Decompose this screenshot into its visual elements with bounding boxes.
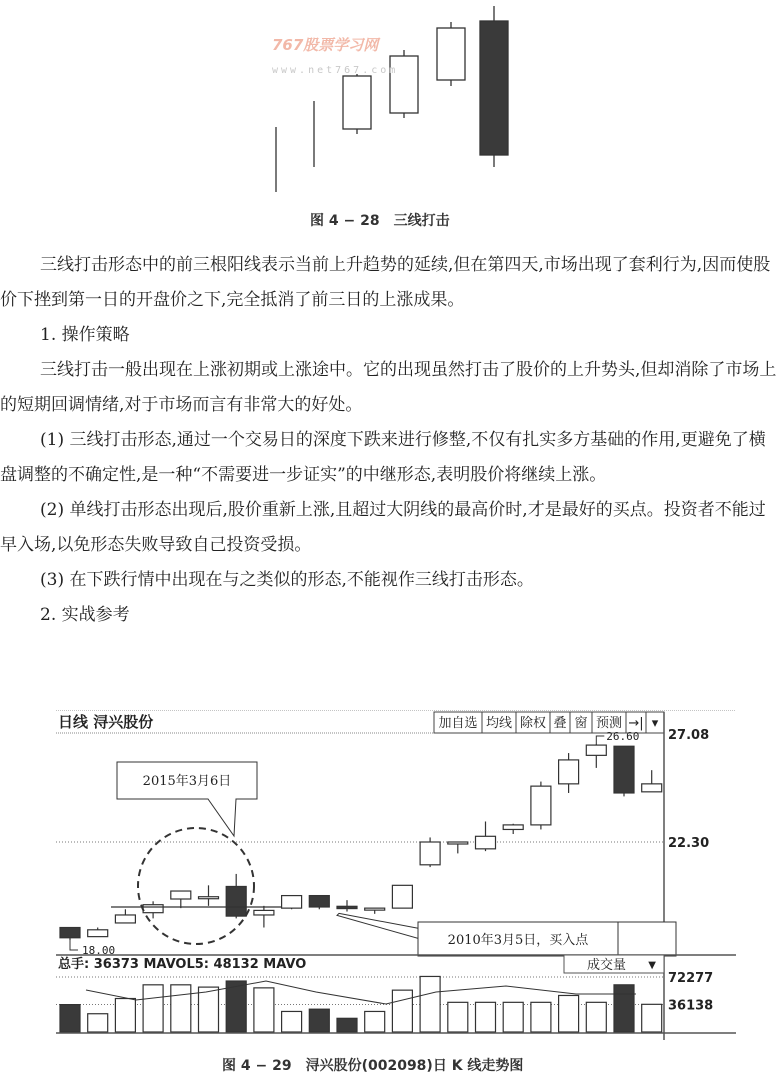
- volume-bar: [420, 976, 440, 1032]
- candlestick: [343, 74, 371, 134]
- svg-text:除权: 除权: [519, 716, 547, 731]
- candlestick: [171, 891, 191, 908]
- volume-bar: [60, 1005, 80, 1032]
- chart-header-title: 日线 浔兴股份: [58, 713, 154, 731]
- price-axis-mid-label: 22.30: [668, 836, 710, 851]
- toolbar-button[interactable]: [434, 712, 482, 733]
- volume-indicator-dropdown[interactable]: [564, 955, 664, 973]
- candlestick: [437, 22, 465, 86]
- section-heading: 2. 实战参考: [40, 605, 130, 625]
- volume-axis-mid-label: 36138: [668, 998, 714, 1014]
- volume-bar: [642, 1004, 662, 1032]
- candlestick: [337, 900, 357, 911]
- volume-bar: [282, 1011, 302, 1032]
- toolbar-button[interactable]: [482, 712, 516, 733]
- volume-bar: [586, 1002, 606, 1032]
- svg-text:窗: 窗: [574, 716, 588, 731]
- volume-bar: [88, 1014, 108, 1032]
- volume-bar: [365, 1011, 385, 1032]
- volume-bar: [531, 1002, 551, 1032]
- figure-caption-4-29: 图 4 − 29 浔兴股份(002098)日 K 线走势图: [222, 1058, 524, 1074]
- toolbar-button[interactable]: [646, 712, 664, 733]
- candlestick: [282, 896, 302, 910]
- candlestick: [115, 909, 135, 923]
- volume-axis-top-label: 72277: [668, 971, 714, 986]
- paragraph: 三线打击形态中的前三根阳线表示当前上升趋势的延续,但在第四天,市场出现了套利行为,因而使股价下挫到第一日的开盘价之下,完全抵消了前三日的上涨成果。: [0, 255, 771, 310]
- volume-bar: [559, 995, 579, 1032]
- section-heading: 1. 操作策略: [40, 325, 130, 345]
- high-price-label: 26.60: [606, 729, 640, 743]
- candlestick: [254, 906, 274, 928]
- candlestick: [226, 874, 246, 918]
- paragraph: (1) 三线打击形态,通过一个交易日的深度下跌来进行修整,不仅有扎实多方基础的作用,更避免了横盘调整的不确定性,是一种“不需要进一步证实”的中继形态,表明股价将继续上涨。: [0, 430, 766, 485]
- volume-bar: [337, 1018, 357, 1032]
- svg-text:预测: 预测: [595, 716, 623, 731]
- price-axis-top-label: 27.08: [668, 728, 710, 743]
- candlestick: [392, 885, 412, 908]
- volume-bar: [171, 985, 191, 1032]
- candlestick: [448, 842, 468, 853]
- candlestick: [60, 928, 80, 941]
- volume-bar: [476, 1002, 496, 1032]
- body-text: [0, 248, 778, 633]
- candlestick: [88, 928, 108, 937]
- svg-text:成交量: 成交量: [586, 958, 626, 973]
- figure-caption-4-28: 图 4 − 28 三线打击: [310, 213, 450, 229]
- svg-text:均线: 均线: [485, 716, 513, 731]
- toolbar-button[interactable]: [570, 712, 592, 733]
- callout-buy-point: 2010年3月5日，买入点: [447, 933, 589, 948]
- candlestick: [480, 6, 508, 167]
- candlestick: [642, 770, 662, 792]
- svg-text:叠: 叠: [553, 716, 567, 731]
- volume-bar: [143, 985, 163, 1032]
- svg-text:▾: ▾: [651, 716, 659, 731]
- volume-bar: [115, 999, 135, 1032]
- candlestick: [614, 746, 634, 796]
- volume-bar: [503, 1002, 523, 1032]
- paragraph: (2) 单线打击形态出现后,股价重新上涨,且超过大阴线的最高价时,才是最好的买点。投资者不能过早入场,以免形态失败导致自己投资受损。: [0, 500, 766, 555]
- low-price-label: 18.00: [82, 944, 116, 958]
- candlestick: [503, 824, 523, 834]
- svg-text:→|: →|: [628, 716, 644, 731]
- paragraph: 三线打击一般出现在上涨初期或上涨途中。它的出现虽然打击了股价的上升势头,但却消除了市场上的短期回调情绪,对于市场而言有非常大的好处。: [0, 360, 777, 415]
- candlestick: [365, 908, 385, 914]
- candlestick: [309, 896, 329, 910]
- volume-header: 总手: 36373 MAVOL5: 48132 MAVO: [58, 957, 307, 972]
- volume-bar: [199, 987, 219, 1032]
- candlestick: [199, 885, 219, 906]
- toolbar-button[interactable]: [550, 712, 570, 733]
- candlestick: [390, 50, 418, 118]
- svg-text:▼: ▼: [648, 960, 656, 971]
- toolbar-button[interactable]: [516, 712, 550, 733]
- volume-bar: [614, 985, 634, 1032]
- candlestick: [586, 744, 606, 768]
- three-line-strike-figure: [0, 0, 778, 200]
- candlestick: [476, 821, 496, 851]
- candlestick: [559, 753, 579, 793]
- watermark-title: 767股票学习网: [272, 36, 379, 54]
- volume-bar: [226, 981, 246, 1032]
- svg-text:加自选: 加自选: [438, 716, 478, 731]
- candlestick: [531, 782, 551, 830]
- volume-bar: [392, 990, 412, 1032]
- kline-chart: [56, 710, 736, 1040]
- candlestick: [420, 837, 440, 867]
- paragraph: (3) 在下跌行情中出现在与之类似的形态,不能视作三线打击形态。: [40, 570, 534, 590]
- volume-bar: [254, 988, 274, 1032]
- volume-bar: [309, 1009, 329, 1032]
- volume-bar: [448, 1002, 468, 1032]
- callout-date-1: 2015年3月6日: [142, 774, 232, 789]
- watermark-url: www.net767.com: [272, 65, 399, 76]
